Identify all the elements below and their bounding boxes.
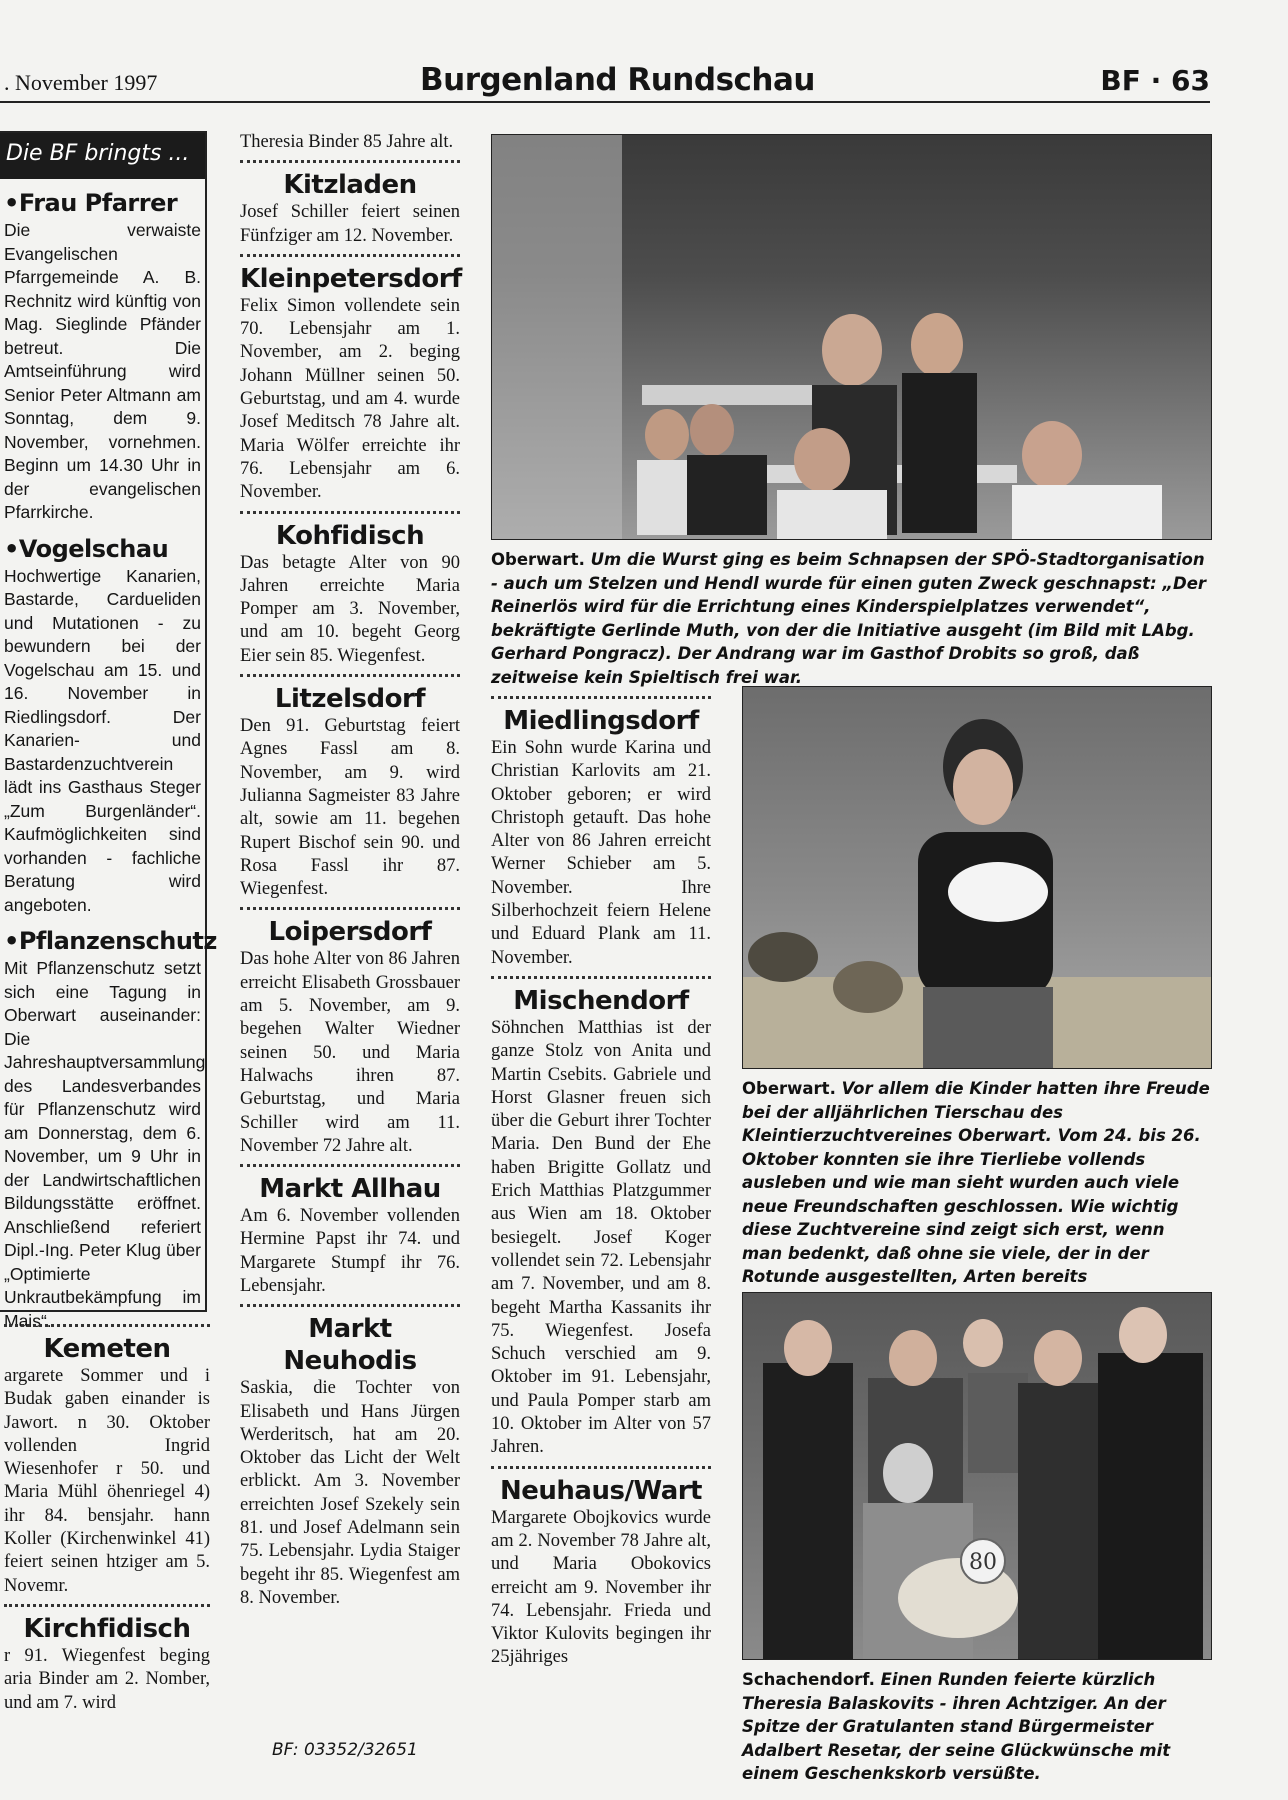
sidebar-item bbox=[0, 189, 205, 525]
entry-text: Felix Simon vollendete sein 70. Lebensjahr am 1. November, am 2. beging Johann Müllner seinen 50. Geburtstag, und am 4. wurde Josef Meditsch 78 Jahre alt. Maria Wölfer erreichte ihr 76. Lebensjahr am 6. November. bbox=[240, 295, 460, 503]
entry-text: Josef Schiller feiert seinen Fünfziger am 12. November. bbox=[240, 202, 460, 246]
photo-caption-top bbox=[491, 548, 1210, 689]
entry-title: Mischendorf bbox=[513, 985, 689, 1016]
photo-girl-rabbit bbox=[742, 686, 1212, 1069]
column-1-bottom bbox=[4, 1318, 210, 1783]
photo-caption-middle bbox=[742, 1077, 1210, 1312]
entry-title: Kemeten bbox=[43, 1334, 171, 1364]
entry-title: Markt Neuhodis bbox=[283, 1314, 417, 1377]
photo-birthday-group bbox=[742, 1292, 1212, 1660]
issue-date: . November 1997 bbox=[4, 70, 158, 95]
caption-place: Oberwart. bbox=[742, 1079, 836, 1098]
photo-girl-rabbit-illustration bbox=[743, 687, 1211, 1068]
photo-card-players-illustration bbox=[492, 135, 1211, 539]
entry-text: Den 91. Geburtstag feiert Agnes Fassl am 8. November, am 9. wird Julianna Sagmeister 83 Jahre alt, sowie am 11. begehen Rupert Bischof sein 90. und Rosa Fassl ihr 87. Wiegenfest. bbox=[240, 716, 460, 900]
entry-title: Litzelsdorf bbox=[274, 684, 426, 715]
entry-text: Am 6. November vollenden Hermine Papst ihr 74. und Margarete Stumpf ihr 76. Lebensjahr. bbox=[240, 1206, 460, 1296]
entry-text: argarete Sommer und i Budak gaben einander is Jawort. n 30. Oktober vollenden Ingrid Wiesenhofer r 50. und Maria Mühl öhenriegel 4) ihr 84. bensjahr. hann Koller (Kirchenwinkel 41) feiert seinen htziger am 5. Novemr. bbox=[4, 1366, 210, 1596]
photo-card-players bbox=[491, 134, 1212, 540]
caption-place: Schachendorf. bbox=[742, 1670, 875, 1689]
entry-text: Das betagte Alter von 90 Jahren erreichte Maria Pomper am 3. November, und am 10. begeht Georg Eier sein 85. Wiegenfest. bbox=[240, 552, 460, 666]
column-3 bbox=[491, 690, 711, 1770]
caption-place: Oberwart. bbox=[491, 550, 585, 569]
page-header bbox=[0, 60, 1210, 102]
sidebar-item-text: Die verwaiste Evangelischen Pfarrgemeinde A. B. Rechnitz wird künftig von Mag. Sieglinde Pfänder betreut. Die Amtseinführung wird Senior Peter Altmann am Sonntag, dem 9. November, vornehmen. Beginn um 14.30 Uhr in der evangelischen Pfarrkirche. bbox=[4, 220, 201, 522]
entry-text: Das hohe Alter von 86 Jahren erreicht Elisabeth Grossbauer am 5. November, am 9. begehen Walter Wiedner seinen 50. und Maria Halwachs ihren 87. Geburtstag, und Maria Schiller wird am 11. November 72 Jahre alt. bbox=[240, 949, 460, 1156]
header-rule bbox=[0, 101, 1210, 103]
entry-title: Kleinpetersdorf bbox=[240, 263, 462, 294]
caption-text: Einen Runden feierte kürzlich Theresia Balaskovits - ihren Achtziger. An der Spitze der Gratulanten stand Bürgermeister Adalbert Resetar, der seine Glückwünsche mit einem Geschenkskorb versüßte. bbox=[742, 1670, 1171, 1783]
entry-title: Kitzladen bbox=[283, 170, 417, 201]
sidebar-item bbox=[0, 535, 205, 918]
entry-title: Kohfidisch bbox=[275, 520, 425, 551]
photo-caption-bottom bbox=[742, 1668, 1210, 1786]
entry-title: Miedlingsdorf bbox=[503, 706, 699, 736]
photo-birthday-group-illustration bbox=[743, 1293, 1211, 1659]
entry-text: Ein Sohn wurde Karina und Christian Karlovits am 21. Oktober geboren; er wird Christoph getauft. Das hohe Alter von 86 Jahren erreicht Werner Schieber am 5. November. Ihre Silberhochzeit feiern Helene und Eduard Plank am 11. November. bbox=[491, 738, 711, 968]
sidebar-item-text: Hochwertige Kanarien, Bastarde, Cardueliden und Mutationen - zu bewundern bei der Vogelschau am 15. und 16. November in Riedlingsdorf. Der Kanarien- und Bastardenzuchtverein lädt ins Gasthaus Steger „Zum Burgenländer“. Kaufmöglichkeiten sind vorhanden - fachliche Beratung wird angeboten. bbox=[4, 565, 201, 915]
entry-text: r 91. Wiegenfest beging aria Binder am 2. Nomber, und am 7. wird bbox=[4, 1645, 210, 1713]
page-number: BF · 63 bbox=[1100, 64, 1210, 97]
contact-phone: BF: 03352/32651 bbox=[272, 1740, 418, 1760]
entry-text: Theresia Binder 85 Jahre alt. bbox=[240, 132, 454, 152]
sidebar-item bbox=[0, 927, 217, 1333]
sidebar-box bbox=[0, 131, 217, 1331]
caption-text: Vor allem die Kinder hatten ihre Freude bei der alljährlichen Tierschau des Kleintierzuchtvereines Oberwart. Vom 24. bis 26. Oktober konnten sie ihre Tierliebe vollends ausleben und wie man sieht wurden auch viele neue Freundschaften geschlossen. Wie wichtig diese Zuchtvereine sind zeigt sich erst, wenn man bedenkt, daß ohne sie viele, der in der Rotunde ausgestellten, Arten bereits bbox=[742, 1079, 1210, 1286]
entry-text: Söhnchen Matthias ist der ganze Stolz von Anita und Martin Csebits. Gabriele und Horst Glasner freuen sich über die Geburt ihrer Tochter Maria. Den Bund der Ehe haben Brigitte Gollatz und Erich Matthias Platzgummer aus Wien am 18. Oktober besiegelt. Josef Koger vollendet sein 72. Lebensjahr am 7. November, und am 8. begeht Martha Kassanits ihr 75. Wiegenfest. Josefa Schuch verschied am 9. Oktober im 91. Lebensjahr, und Paula Pomper starb am 10. Oktober im Alter von 57 Jahren. bbox=[491, 1017, 711, 1458]
entry-title: Neuhaus/Wart bbox=[500, 1475, 702, 1506]
entry-text: Margarete Obojkovics wurde am 2. November 78 Jahre alt, und Maria Obokovics erreicht am 9. November ihr 74. Lebensjahr. Frieda und Viktor Kulovits begingen ihr 25jähriges bbox=[491, 1507, 711, 1668]
sidebar-item-text: Mit Pflanzenschutz setzt sich eine Tagung in Oberwart auseinander: Die Jahreshauptversammlung des Landesverbandes für Pflanzenschutz wird am Donnerstag, dem 6. November, um 9 Uhr in der Landwirtschaftlichen Bildungsstätte eröffnet. Anschließend referiert Dipl.-Ing. Peter Klug über „Optimierte Unkrautbekämpfung im Mais“. bbox=[4, 958, 206, 1331]
sidebar-heading: Die BF bringts ... bbox=[0, 133, 205, 179]
entry-title: Loipersdorf bbox=[268, 917, 432, 948]
entry-title: Kirchfidisch bbox=[23, 1613, 191, 1644]
column-2 bbox=[240, 131, 460, 1761]
entry-title: Markt Allhau bbox=[259, 1174, 441, 1205]
entry-text: Saskia, die Tochter von Elisabeth und Hans Jürgen Werderitsch, hat am 20. Oktober das Licht der Welt erblickt. Am 3. November erreichten Josef Szekely sein 81. und Josef Adelmann sein 75. Lebensjahr. Lydia Staiger begeht ihr 85. Wiegenfest am 8. November. bbox=[240, 1378, 460, 1608]
sidebar-item-title: • Frau Pfarrer bbox=[4, 189, 201, 217]
sidebar-item-title: • Pflanzenschutz bbox=[4, 927, 201, 955]
paper-title: Burgenland Rundschau bbox=[420, 62, 815, 98]
caption-text: Um die Wurst ging es beim Schnapsen der SPÖ-Stadtorganisation - auch um Stelzen und Hendl wurde für einen guten Zweck geschnapst: „Der Reinerlös wird für die Errichtung eines Kinderspielplatzes verwendet“, bekräftigte Gerlinde Muth, von der die Initiative ausgeht (im Bild mit LAbg. Gerhard Pongracz). Der Andrang war im Gasthof Drobits so groß, daß zeitweise kein Spieltisch frei war. bbox=[491, 550, 1207, 687]
sidebar-item-title: • Vogelschau bbox=[4, 535, 201, 563]
photo-80-label: 80 bbox=[969, 1550, 997, 1575]
